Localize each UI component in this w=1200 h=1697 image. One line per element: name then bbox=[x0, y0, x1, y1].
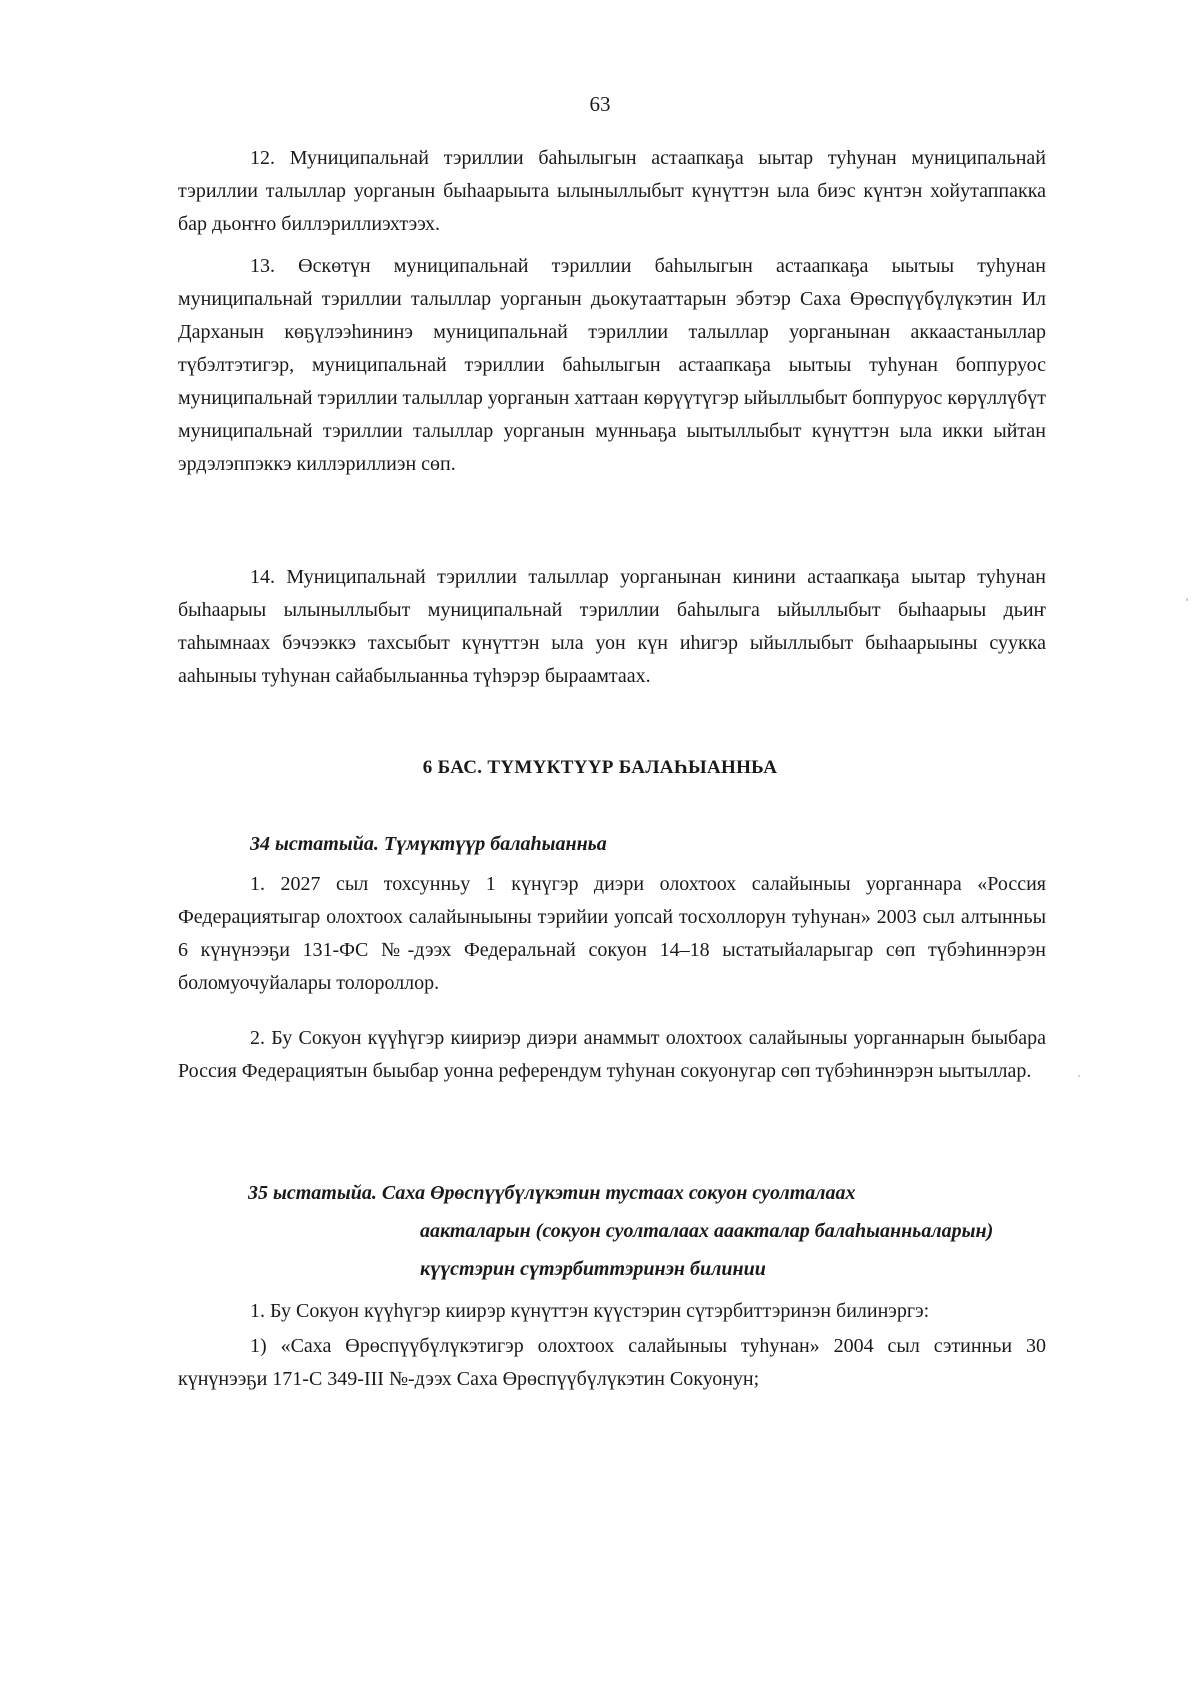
article-34-title: 34 ыстатыйа. Түмүктүүр балаһыанньа bbox=[250, 833, 607, 855]
article-35-title-line-1: 35 ыстатыйа. Саха Өрөспүүбүлүкэтин тустаах сокуон суолталаах bbox=[248, 1182, 856, 1204]
page-number: 63 bbox=[589, 92, 611, 116]
scan-speck bbox=[1078, 1075, 1080, 1077]
paragraph-13: 13. Өскөтүн муниципальнай тэриллии баһылыгын астаапкаҕа ыытыы туһунан муниципальнай тэриллии талыллар уорганын дьокутааттарын эбэтэр Саха Өрөспүүбүлүкэтин Ил Дарханын көҕүлээһининэ муниципальнай тэриллии талыллар уорганынан аккаастаныллар түбэлтэтигэр, муниципальнай тэриллии баһылыгын астаапкаҕа ыытыы туһунан боппуруос муниципальнай тэриллии талыллар уорганын хаттаан көрүүтүгэр ыйыллыбыт боппуруос көрүллүбүт муниципальнай тэриллии талыллар уорганын мунньаҕа ыытыллыбыт күнүттэн ыла икки ыйтан эрдэлэппэккэ киллэриллиэн сөп. bbox=[178, 255, 1046, 475]
paragraph-14: 14. Муниципальнай тэриллии талыллар уорганынан кинини астаапкаҕа ыытар туһунан быһаарыы ылыныллыбыт муниципальнай тэриллии баһылыга ыйыллыбыт быһаарыы дьиҥ таһымнаах бэчээккэ тахсыбыт күнүттэн ыла уон күн иһигэр ыйыллыбыт быһаарыыны суукка ааһыныы туһунан сайабылыанньа түһэрэр быраамтаах. bbox=[178, 566, 1046, 687]
article-34-paragraph-1: 1. 2027 сыл тохсунньу 1 күнүгэр диэри олохтоох салайыныы уорганнара «Россия Федерациятыгар олохтоох салайыныыны тэрийии уопсай тосхоллорун туһунан» 2003 сыл алтынньы 6 күнүнээҕи 131-ФС №-дээх Федеральнай сокуон 14–18 ыстатыйаларыгар сөп түбэһиннэрэн боломуочуйалары толороллор. bbox=[178, 873, 1046, 994]
article-35-paragraph-1: 1. Бу Сокуон күүһүгэр киирэр күнүттэн күүстэрин сүтэрбиттэринэн билинэргэ: bbox=[250, 1300, 930, 1322]
article-35-title-line-2: аакталарын (сокуон суолталаах ааакталар балаһыанньаларын) bbox=[420, 1220, 994, 1242]
article-34-paragraph-2: 2. Бу Сокуон күүһүгэр киириэр диэри анаммыт олохтоох салайыныы уорганнарын быыбара Россия Федерациятын быыбар уонна референдум туһунан сокуонугар сөп түбэһиннэрэн ыытыллар. bbox=[178, 1027, 1046, 1082]
scan-speck bbox=[1186, 598, 1188, 601]
article-35-item-1: 1) «Саха Өрөспүүбүлүкэтигэр олохтоох салайыныы туһунан» 2004 сыл сэтинньи 30 күнүнээҕи 171-С 349-III №-дээх Саха Өрөспүүбүлүкэтин Сокуонун; bbox=[178, 1335, 1046, 1390]
paragraph-12: 12. Муниципальнай тэриллии баһылыгын астаапкаҕа ыытар туһунан муниципальнай тэриллии талыллар уорганын быһаарыыта ылыныллыбыт күнүттэн ыла биэс күнтэн хойутаппакка бар дьоҥҥо биллэриллиэхтээх. bbox=[178, 147, 1046, 235]
article-35-title-line-3: күүстэрин сүтэрбиттэринэн билинии bbox=[420, 1258, 766, 1280]
chapter-heading: 6 БАС. ТҮМҮКТҮҮР БАЛАҺЫАННЬА bbox=[422, 757, 778, 778]
